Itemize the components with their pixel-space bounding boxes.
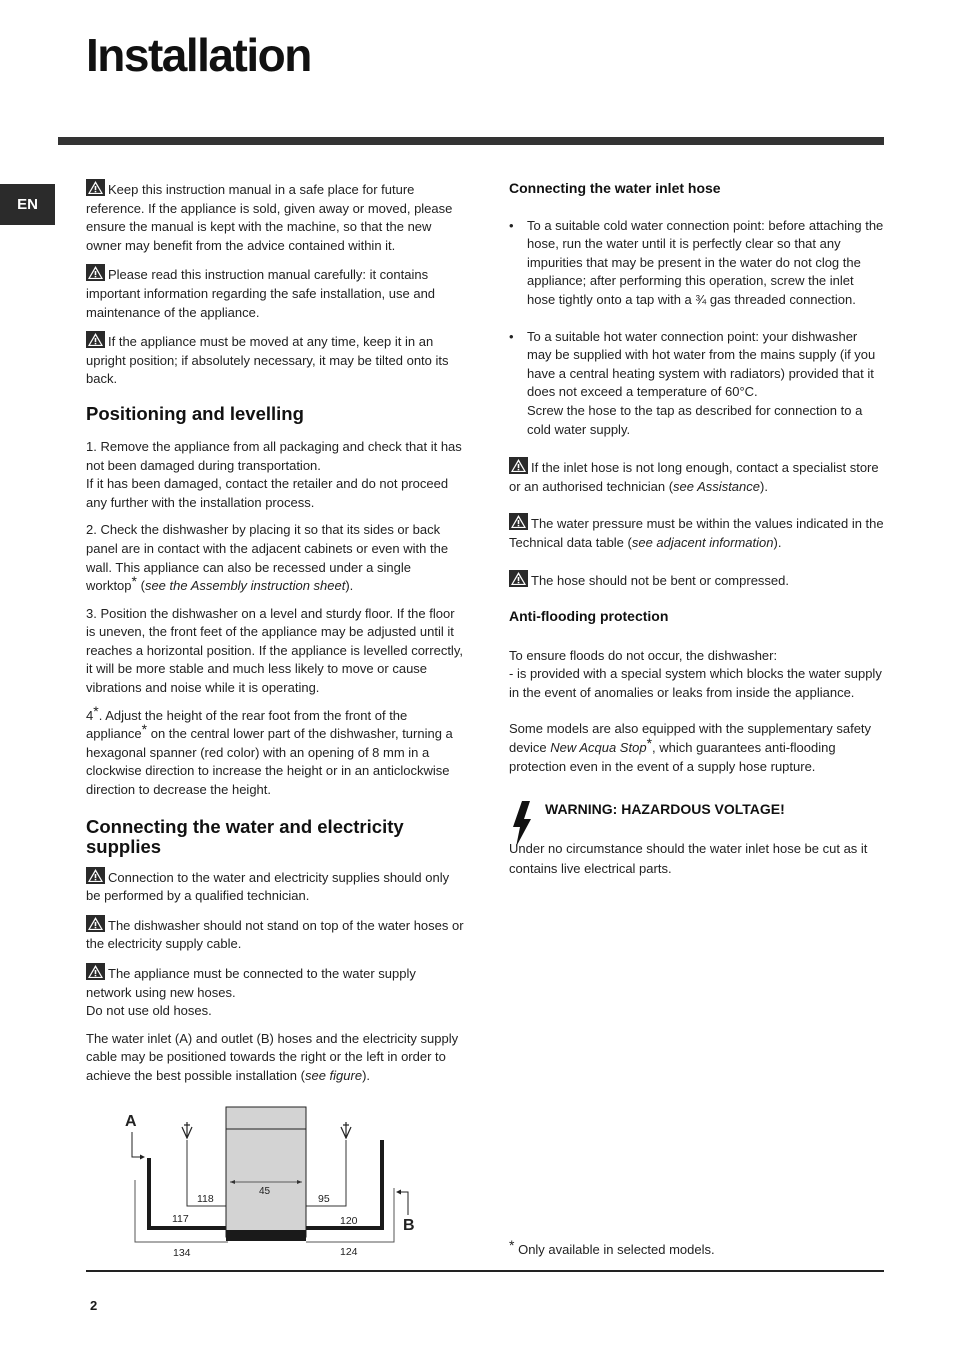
warning-icon — [86, 331, 105, 348]
pointer-arrow-b — [396, 1190, 401, 1195]
cold-water-bullet: • To a suitable cold water connection point: before attaching the hose, run the water until it is perfectly clear so that any impurities that may be present in the water do not clog the appliance; after performing this operation, screw the inlet hose tightly onto a tap with a ¾ gas threaded connection. — [509, 217, 885, 310]
lightning-bolt-icon — [509, 799, 535, 849]
warning-icon — [86, 179, 105, 196]
footer-rule — [86, 1270, 884, 1272]
inlet-warning-2: The water pressure must be within the values indicated in the Technical data table (see adjacent information). — [509, 513, 885, 552]
left-column — [86, 179, 464, 1095]
connecting-warning-3-note: Do not use old hoses. — [86, 1003, 212, 1019]
warning-icon — [86, 264, 105, 281]
hot-water-bullet-note: Screw the hose to the tap as described for connection to a cold water supply. — [527, 402, 863, 437]
hot-water-bullet: • To a suitable hot water connection point: your dishwasher may be supplied with hot water from the mains supply (if you have a central heating system with radiators) provided that it does not exceed a temperature of 60°C. — [509, 328, 885, 402]
tap-icon-right — [341, 1122, 351, 1138]
language-tab: EN — [0, 184, 55, 225]
connecting-warning-1: Connection to the water and electricity supplies should only be performed by a qualified technician. — [86, 867, 464, 906]
footnote-star: * — [509, 1237, 515, 1253]
warning-icon — [509, 457, 528, 474]
footnote: * Only available in selected models. — [509, 1237, 715, 1257]
page-title: Installation — [86, 29, 311, 81]
dimension-label: 124 — [340, 1246, 358, 1258]
positioning-step-1: 1. Remove the appliance from all packaging and check that it has not been damaged during transportation. — [86, 438, 462, 473]
dimension-label: 118 — [197, 1193, 214, 1205]
footnote-star: * — [131, 573, 137, 590]
dimension-label: 134 — [173, 1247, 191, 1259]
assistance-reference: see Assistance — [673, 478, 760, 494]
assembly-reference: see the Assembly instruction sheet — [144, 578, 346, 594]
hose-positioning-figure — [120, 1100, 430, 1265]
header-rule — [58, 137, 884, 145]
hazardous-voltage-text: Under no circumstance should the water inlet hose be cut as it contains live electrical parts. — [509, 840, 868, 876]
intro-warning-1: Keep this instruction manual in a safe place for future reference. If the appliance is sold, given away or moved, please ensure the manual is kept with the machine, so that the new owner may benefit from the advice contained within it. — [86, 179, 464, 255]
warning-icon — [86, 867, 105, 884]
positioning-step-4: 4*. Adjust the height of the rear foot from the front of the appliance* on the central lower part of the dishwasher, turning a hexagonal spanner (red color) with an opening of 8 mm in a clockwise direction to increase the height or in an anticlockwise direction to decrease the height. — [86, 702, 453, 798]
label-b-pointer — [399, 1192, 408, 1215]
connecting-heading: Connecting the water and electricity supplies — [86, 815, 404, 857]
inlet-warning-3: The hose should not be bent or compressed. — [509, 570, 885, 591]
positioning-heading: Positioning and levelling — [86, 402, 304, 424]
technical-data-reference: see adjacent information — [631, 534, 774, 550]
dimension-label: 117 — [172, 1213, 189, 1225]
intro-warning-3: If the appliance must be moved at any time, keep it in an upright position; if absolutely necessary, it may be tilted onto its back. — [86, 331, 464, 389]
positioning-step-3: 3. Position the dishwasher on a level and sturdy floor. If the floor is uneven, the front feet of the appliance may be adjusted until it reaches a horizontal position. If the appliance is levelled correctly, it will be more stable and much less likely to move or cause vibrations and noise while it is operating. — [86, 605, 463, 696]
intro-warning-2: Please read this instruction manual carefully: it contains important information regarding the safe installation, use and maintenance of the appliance. — [86, 264, 464, 322]
warning-icon — [86, 963, 105, 980]
dishwasher-base — [226, 1230, 306, 1241]
footnote-star: * — [141, 721, 148, 738]
positioning-step-1-note: If it has been damaged, contact the retailer and do not proceed any further with the installation process. — [86, 476, 449, 510]
label-b: B — [403, 1217, 415, 1234]
hazardous-voltage-heading: WARNING: HAZARDOUS VOLTAGE! — [545, 801, 785, 818]
warning-icon — [86, 915, 105, 932]
anti-flooding-intro: To ensure floods do not occur, the dishwasher: — [509, 647, 778, 663]
figure-reference: see figure — [304, 1067, 363, 1083]
acqua-stop-text: Some models are also equipped with the supplementary safety device New Acqua Stop*, which guarantees anti-flooding protection even in the event of a supply hose rupture. — [509, 721, 872, 774]
tap-icon-left — [182, 1122, 192, 1138]
connecting-hoses-text: The water inlet (A) and outlet (B) hoses and the electricity supply cable may be positioned towards the right or the left in order to achieve the best possible installation (see figure). — [86, 1030, 459, 1083]
connecting-warning-3: The appliance must be connected to the water supply network using new hoses. — [86, 963, 464, 1002]
dimension-label: 95 — [318, 1193, 330, 1205]
label-a-pointer — [132, 1132, 142, 1157]
anti-flooding-heading: Anti-flooding protection — [509, 608, 669, 625]
dimension-label: 120 — [340, 1215, 358, 1227]
footnote-star: * — [93, 702, 99, 719]
dimension-label: 45 — [259, 1186, 271, 1197]
acqua-stop-name: New Acqua Stop — [550, 740, 647, 756]
warning-icon — [509, 570, 528, 587]
label-a: A — [125, 1113, 137, 1130]
page-number: 2 — [90, 1298, 98, 1313]
right-column — [509, 179, 885, 888]
inlet-hose-heading: Connecting the water inlet hose — [509, 180, 721, 196]
anti-flooding-system: - is provided with a special system which blocks the water supply in the event of anomalies or leaks from inside the appliance. — [509, 666, 882, 700]
positioning-step-2: 2. Check the dishwasher by placing it so that its sides or back panel are in contact with the adjacent cabinets or even with the wall. This appliance can also be recessed under a single worktop* (see the Assembly instruction sheet). — [86, 522, 449, 594]
dishwasher-outline — [226, 1107, 306, 1237]
warning-icon — [509, 513, 528, 530]
pointer-arrow-a — [140, 1155, 145, 1160]
connecting-warning-2: The dishwasher should not stand on top of the water hoses or the electricity supply cable. — [86, 915, 464, 954]
footnote-star: * — [646, 735, 653, 752]
inlet-warning-1: If the inlet hose is not long enough, contact a specialist store or an authorised technician (see Assistance). — [509, 457, 885, 496]
